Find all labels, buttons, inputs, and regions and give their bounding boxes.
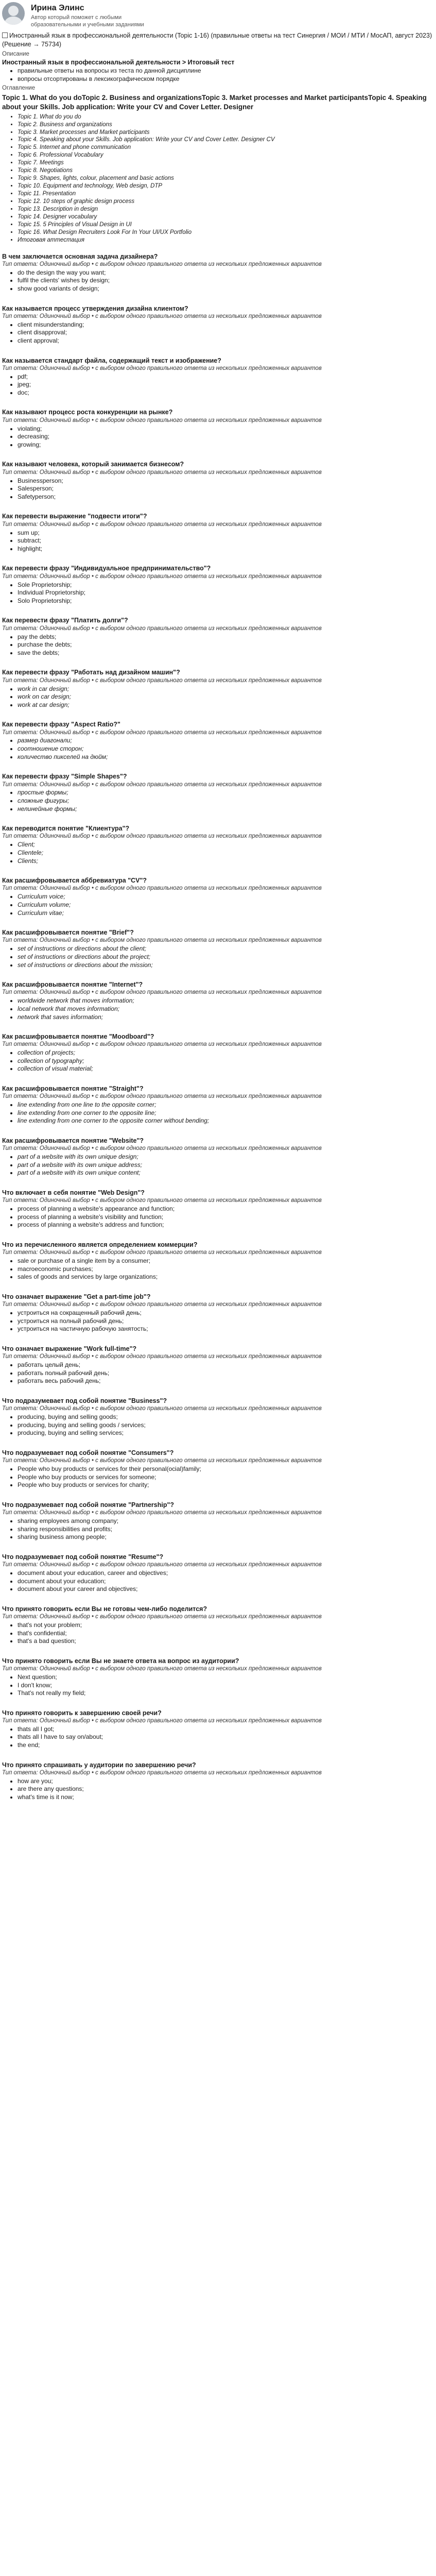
question-title: Как перевести фразу "Simple Shapes"? xyxy=(2,773,127,781)
answer-option: • what's time is it now; xyxy=(18,1793,434,1802)
answer-options xyxy=(2,997,434,1021)
question-type: Тип ответа: Одиночный выбор • с выбором одного правильного ответа из нескольких предложенных вариантов xyxy=(2,573,322,580)
question-block xyxy=(2,1032,434,1073)
answer-option: • producing, buying and selling goods / services; xyxy=(18,1421,434,1430)
answer-option: • purchase the debts; xyxy=(18,641,434,649)
document-title xyxy=(2,31,434,48)
question-title: Что подразумевает под собой понятие "Partnership"? xyxy=(2,1501,175,1509)
question-title: Как перевести фразу "Aspect Ratio?" xyxy=(2,721,120,728)
question-title: Что принято говорить если Вы не готовы чем-либо поделится? xyxy=(2,1605,207,1613)
question-block xyxy=(2,408,434,449)
question-block xyxy=(2,1397,434,1437)
answer-options xyxy=(2,1621,434,1646)
question-type: Тип ответа: Одиночный выбор • с выбором одного правильного ответа из нескольких предложенных вариантов xyxy=(2,833,322,840)
toc-item: • Topic 11. Presentation xyxy=(18,190,434,198)
answer-option: • process of planning a website's visibility and function; xyxy=(18,1213,434,1222)
answer-option: • Solo Proprietorship; xyxy=(18,597,434,605)
question-type: Тип ответа: Одиночный выбор • с выбором одного правильного ответа из нескольких предложенных вариантов xyxy=(2,1614,322,1620)
answer-option: • how are you; xyxy=(18,1777,434,1786)
question-type: Тип ответа: Одиночный выбор • с выбором одного правильного ответа из нескольких предложенных вариантов xyxy=(2,1769,322,1776)
question-type: Тип ответа: Одиночный выбор • с выбором одного правильного ответа из нескольких предложенных вариантов xyxy=(2,365,322,371)
answer-option: • sharing employees among company; xyxy=(18,1517,434,1526)
question-type: Тип ответа: Одиночный выбор • с выбором одного правильного ответа из нескольких предложенных вариантов xyxy=(2,1353,322,1360)
answer-options xyxy=(2,893,434,917)
toc-item: • Topic 9. Shapes, lights, colour, placement and basic actions xyxy=(18,175,434,182)
answer-options xyxy=(2,1153,434,1177)
author-description: Автор который поможет с любыми образовательными и учебными заданиями xyxy=(31,14,144,28)
answer-option: • process of planning a website's address and function; xyxy=(18,1221,434,1229)
question-block xyxy=(2,1605,434,1646)
answer-option: • Salesperson; xyxy=(18,485,434,493)
answer-option: • соотношение сторон; xyxy=(18,745,434,753)
question-block xyxy=(2,772,434,813)
answer-option: • network that saves information; xyxy=(18,1013,434,1022)
toc-list xyxy=(2,113,434,244)
answer-options xyxy=(2,477,434,501)
answer-option: • Curriculum vitae; xyxy=(18,909,434,918)
answer-option: • client approval; xyxy=(18,337,434,345)
question-title: Как переводится понятие "Клиентура"? xyxy=(2,825,130,833)
answer-option: • producing, buying and selling goods; xyxy=(18,1413,434,1421)
question-block xyxy=(2,824,434,865)
answer-option: • save the debts; xyxy=(18,649,434,657)
answer-options xyxy=(2,1777,434,1802)
question-type: Тип ответа: Одиночный выбор • с выбором одного правильного ответа из нескольких предложенных вариантов xyxy=(2,729,322,736)
answer-option: • sale or purchase of a single item by a consumer; xyxy=(18,1257,434,1265)
question-type: Тип ответа: Одиночный выбор • с выбором одного правильного ответа из нескольких предложенных вариантов xyxy=(2,313,322,319)
answer-option: • устроиться на частичную рабочую занятость; xyxy=(18,1325,434,1333)
answer-option: • worldwide network that moves information; xyxy=(18,997,434,1005)
answer-option: • violating; xyxy=(18,425,434,433)
question-block xyxy=(2,1449,434,1489)
answer-options xyxy=(2,1101,434,1125)
answer-options xyxy=(2,1257,434,1281)
question-type: Тип ответа: Одиночный выбор • с выбором одного правильного ответа из нескольких предложенных вариантов xyxy=(2,885,322,892)
question-block xyxy=(2,1189,434,1229)
question-block xyxy=(2,616,434,657)
description-item: • правильные ответы на вопросы из теста по данной дисциплине xyxy=(18,67,434,75)
toc-item: • Topic 8. Negotiations xyxy=(18,167,434,175)
answer-option: • document about your education; xyxy=(18,1578,434,1586)
answer-options xyxy=(2,789,434,813)
answer-option: • collection of projects; xyxy=(18,1049,434,1057)
author-name[interactable]: Ирина Элинс xyxy=(31,4,84,12)
question-block xyxy=(2,668,434,709)
question-block xyxy=(2,980,434,1021)
answer-options xyxy=(2,425,434,449)
question-type: Тип ответа: Одиночный выбор • с выбором одного правильного ответа из нескольких предложенных вариантов xyxy=(2,469,322,476)
question-title: Как расшифровывается понятие "Straight"? xyxy=(2,1085,144,1093)
answer-option: • set of instructions or directions about the project; xyxy=(18,953,434,961)
toc-item: • Topic 4. Speaking about your Skills. Job application: Write your CV and Cover Letter. Designer CV xyxy=(18,136,434,144)
toc-item: • Topic 13. Description in design xyxy=(18,206,434,213)
answer-option: • collection of typography; xyxy=(18,1057,434,1065)
document-title-text: Иностранный язык в профессиональной деятельности (Topic 1-16) (правильные ответы на тест Синергия / МОИ / МТИ / МосАП, август 2023) (Решение → 75734) xyxy=(2,32,432,48)
answer-option: • I don't know; xyxy=(18,1682,434,1690)
answer-option: • document about your career and objectives; xyxy=(18,1585,434,1594)
answer-options xyxy=(2,269,434,293)
answer-options xyxy=(2,1413,434,1437)
answer-option: • producing, buying and selling services; xyxy=(18,1429,434,1437)
question-title: Как расшифровывается понятие "Internet"? xyxy=(2,981,143,989)
answer-option: • Clientele; xyxy=(18,849,434,857)
question-type: Тип ответа: Одиночный выбор • с выбором одного правильного ответа из нескольких предложенных вариантов xyxy=(2,625,322,632)
answer-option: • do the design the way you want; xyxy=(18,269,434,277)
answer-option: • sales of goods and services by large organizations; xyxy=(18,1273,434,1281)
answer-option: • Curriculum voice; xyxy=(18,893,434,901)
answer-options xyxy=(2,1673,434,1698)
answer-option: • fulfil the clients' wishes by design; xyxy=(18,277,434,285)
answer-option: • work in car design; xyxy=(18,685,434,693)
question-block xyxy=(2,357,434,397)
question-title: Как перевести фразу "Индивидуальное предпринимательство"? xyxy=(2,565,211,572)
question-block xyxy=(2,876,434,917)
answer-option: • That's not really my field; xyxy=(18,1689,434,1698)
question-type: Тип ответа: Одиночный выбор • с выбором одного правильного ответа из нескольких предложенных вариантов xyxy=(2,989,322,996)
question-block xyxy=(2,1345,434,1385)
question-block xyxy=(2,1293,434,1333)
answer-option: • Safetyperson; xyxy=(18,493,434,501)
file-icon xyxy=(2,32,8,38)
answer-options xyxy=(2,945,434,969)
question-title: Что принято говорить если Вы не знаете ответа на вопрос из аудитории? xyxy=(2,1657,239,1665)
question-title: Что включает в себя понятие "Web Design"? xyxy=(2,1189,145,1197)
answer-option: • set of instructions or directions about the mission; xyxy=(18,961,434,970)
question-type: Тип ответа: Одиночный выбор • с выбором одного правильного ответа из нескольких предложенных вариантов xyxy=(2,1145,322,1152)
question-title: Как называется стандарт файла, содержащий текст и изображение? xyxy=(2,357,221,364)
answer-options xyxy=(2,1517,434,1541)
answer-option: • decreasing; xyxy=(18,433,434,441)
answer-option: • that's not your problem; xyxy=(18,1621,434,1630)
question-type: Тип ответа: Одиночный выбор • с выбором одного правильного ответа из нескольких предложенных вариантов xyxy=(2,1249,322,1256)
answer-option: • that's a bad question; xyxy=(18,1637,434,1646)
question-title: Что подразумевает под собой понятие "Resume"? xyxy=(2,1553,164,1561)
answer-option: • work on car design; xyxy=(18,693,434,701)
answer-option: • are there any questions; xyxy=(18,1785,434,1793)
answer-option: • Client; xyxy=(18,841,434,849)
answer-option: • People who buy products or services for someone; xyxy=(18,1473,434,1482)
answer-options xyxy=(2,1049,434,1073)
question-block xyxy=(2,720,434,761)
question-type: Тип ответа: Одиночный выбор • с выбором одного правильного ответа из нескольких предложенных вариантов xyxy=(2,1093,322,1100)
answer-option: • the end; xyxy=(18,1741,434,1750)
question-block xyxy=(2,1501,434,1541)
author-header xyxy=(2,2,434,28)
answer-option: • работать весь рабочий день; xyxy=(18,1377,434,1385)
question-block xyxy=(2,928,434,969)
question-type: Тип ответа: Одиночный выбор • с выбором одного правильного ответа из нескольких предложенных вариантов xyxy=(2,1562,322,1568)
answer-option: • subtract; xyxy=(18,537,434,545)
answer-options xyxy=(2,373,434,397)
question-block xyxy=(2,564,434,605)
answer-options xyxy=(2,1309,434,1333)
answer-option: • pay the debts; xyxy=(18,633,434,641)
answer-option: • that's confidential; xyxy=(18,1630,434,1638)
answer-option: • client misunderstanding; xyxy=(18,321,434,329)
question-block xyxy=(2,1084,434,1125)
answer-option: • thats all I got; xyxy=(18,1725,434,1734)
description-label: Описание xyxy=(2,50,29,57)
question-type: Тип ответа: Одиночный выбор • с выбором одного правильного ответа из нескольких предложенных вариантов xyxy=(2,937,322,944)
description-item: • вопросы отсортированы в лексикографическом порядке xyxy=(18,75,434,83)
question-type: Тип ответа: Одиночный выбор • с выбором одного правильного ответа из нескольких предложенных вариантов xyxy=(2,1510,322,1516)
answer-option: • highlight; xyxy=(18,545,434,553)
avatar[interactable] xyxy=(2,2,25,25)
question-title: Что принято говорить к завершению своей речи? xyxy=(2,1709,162,1717)
question-title: Как перевести фразу "Платить долги"? xyxy=(2,617,128,624)
answer-option: • сложные фигуры; xyxy=(18,797,434,805)
description-title: Иностранный язык в профессиональной деятельности > Итоговый тест xyxy=(2,58,235,66)
answer-option: • sum up; xyxy=(18,529,434,537)
toc-item: • Topic 7. Meetings xyxy=(18,159,434,167)
description-list xyxy=(2,67,434,83)
toc-label: Оглавление xyxy=(2,85,36,92)
question-type: Тип ответа: Одиночный выбор • с выбором одного правильного ответа из нескольких предложенных вариантов xyxy=(2,1197,322,1204)
question-type: Тип ответа: Одиночный выбор • с выбором одного правильного ответа из нескольких предложенных вариантов xyxy=(2,521,322,528)
answer-option: • sharing business among people; xyxy=(18,1533,434,1541)
question-title: Как расшифровывается понятие "Brief"? xyxy=(2,929,134,937)
answer-options xyxy=(2,321,434,345)
question-type: Тип ответа: Одиночный выбор • с выбором одного правильного ответа из нескольких предложенных вариантов xyxy=(2,417,322,423)
answer-option: • part of a website with its own unique design; xyxy=(18,1153,434,1161)
question-title: Что из перечисленного является определением коммерции? xyxy=(2,1241,198,1248)
question-type: Тип ответа: Одиночный выбор • с выбором одного правильного ответа из нескольких предложенных вариантов xyxy=(2,261,322,267)
toc-title: Topic 1. What do you doTopic 2. Business and organizationsTopic 3. Market processes and Market participantsTopic 4. Speaking about your Skills. Job application: Write your CV and Cover Letter. Designer xyxy=(2,94,427,111)
question-title: Как называется процесс утверждения дизайна клиентом? xyxy=(2,304,188,312)
answer-options xyxy=(2,685,434,709)
answer-option: • collection of visual material; xyxy=(18,1065,434,1073)
question-title: Что подразумевает под собой понятие "Consumers"? xyxy=(2,1449,174,1456)
answer-option: • jpeg; xyxy=(18,381,434,389)
question-title: Как расшифровывается понятие "Website"? xyxy=(2,1137,144,1145)
question-type: Тип ответа: Одиночный выбор • с выбором одного правильного ответа из нескольких предложенных вариантов xyxy=(2,781,322,788)
answer-option: • работать целый день; xyxy=(18,1361,434,1369)
answer-option: • количество пикселей на дюйм; xyxy=(18,753,434,761)
answer-option: • growing; xyxy=(18,441,434,449)
question-block xyxy=(2,512,434,553)
answer-option: • part of a website with its own unique address; xyxy=(18,1161,434,1170)
question-title: Как расшифровывается аббревиатура "CV"? xyxy=(2,877,147,885)
question-title: Как перевести фразу "Работать над дизайном машин"? xyxy=(2,669,180,676)
answer-option: • нелинейные формы; xyxy=(18,805,434,814)
answer-options xyxy=(2,737,434,761)
answer-option: • People who buy products or services for charity; xyxy=(18,1481,434,1489)
answer-option: • работать полный рабочий день; xyxy=(18,1369,434,1378)
question-type: Тип ответа: Одиночный выбор • с выбором одного правильного ответа из нескольких предложенных вариантов xyxy=(2,1665,322,1672)
question-type: Тип ответа: Одиночный выбор • с выбором одного правильного ответа из нескольких предложенных вариантов xyxy=(2,1301,322,1308)
toc-item: • Topic 3. Market processes and Market participants xyxy=(18,129,434,137)
answer-option: • local network that moves information; xyxy=(18,1005,434,1013)
answer-option: • client disapproval; xyxy=(18,329,434,337)
toc-item: • Topic 15. 5 Principles of Visual Design in UI xyxy=(18,221,434,229)
question-title: Что принято спрашивать у аудитории по завершению речи? xyxy=(2,1761,196,1769)
answer-option: • line extending from one corner to the opposite line; xyxy=(18,1109,434,1117)
question-type: Тип ответа: Одиночный выбор • с выбором одного правильного ответа из нескольких предложенных вариантов xyxy=(2,1041,322,1048)
answer-option: • thats all I have to say on/about; xyxy=(18,1733,434,1741)
question-block xyxy=(2,1137,434,1177)
question-title: Что подразумевает под собой понятие "Business"? xyxy=(2,1397,167,1404)
toc-item: • Topic 6. Professional Vocabulary xyxy=(18,151,434,159)
answer-option: • line extending from one line to the opposite corner; xyxy=(18,1101,434,1109)
answer-option: • process of planning a website's appearance and function; xyxy=(18,1205,434,1213)
toc-item: • Topic 16. What Design Recruiters Look For In Your UI/UX Portfolio xyxy=(18,229,434,236)
question-title: В чем заключается основная задача дизайнера? xyxy=(2,252,158,260)
question-title: Как расшифровывается понятие "Moodboard"? xyxy=(2,1033,154,1041)
author-info xyxy=(31,2,149,28)
answer-options xyxy=(2,1361,434,1385)
question-type: Тип ответа: Одиночный выбор • с выбором одного правильного ответа из нескольких предложенных вариантов xyxy=(2,1717,322,1724)
answer-option: • show good variants of design; xyxy=(18,285,434,293)
answer-option: • set of instructions or directions about the client; xyxy=(18,945,434,953)
answer-option: • Next question; xyxy=(18,1673,434,1682)
answer-option: • macroeconomic purchases; xyxy=(18,1265,434,1274)
toc-item: • Topic 2. Business and organizations xyxy=(18,121,434,129)
toc-item: • Topic 1. What do you do xyxy=(18,113,434,121)
answer-option: • part of a website with its own unique content; xyxy=(18,1169,434,1177)
answer-option: • line extending from one corner to the opposite corner without bending; xyxy=(18,1117,434,1125)
question-block xyxy=(2,1553,434,1594)
answer-options xyxy=(2,633,434,657)
toc-item: • Topic 10. Equipment and technology, Web design, DTP xyxy=(18,182,434,190)
questions-list xyxy=(2,252,434,1802)
question-block xyxy=(2,1241,434,1281)
question-block xyxy=(2,1657,434,1698)
answer-option: • work at car design; xyxy=(18,701,434,709)
answer-option: • Individual Proprietorship; xyxy=(18,589,434,597)
answer-option: • Businessperson; xyxy=(18,477,434,485)
answer-options xyxy=(2,1465,434,1489)
question-block xyxy=(2,252,434,293)
answer-option: • Curriculum volume; xyxy=(18,901,434,909)
answer-option: • размер диагонали; xyxy=(18,737,434,745)
answer-option: • устроиться на полный рабочий день; xyxy=(18,1317,434,1326)
answer-option: • People who buy products or services for their personal(ocial)family; xyxy=(18,1465,434,1473)
answer-options xyxy=(2,1725,434,1750)
toc-item: • Topic 12. 10 steps of graphic design process xyxy=(18,198,434,206)
question-type: Тип ответа: Одиночный выбор • с выбором одного правильного ответа из нескольких предложенных вариантов xyxy=(2,1405,322,1412)
question-title: Как называют процесс роста конкуренции на рынке? xyxy=(2,409,173,416)
answer-option: • устроиться на сокращенный рабочий день; xyxy=(18,1309,434,1317)
answer-option: • Sole Proprietorship; xyxy=(18,581,434,589)
question-block xyxy=(2,1709,434,1750)
answer-option: • sharing responsibilities and profits; xyxy=(18,1526,434,1534)
question-title: Как называют человека, который занимается бизнесом? xyxy=(2,461,184,468)
answer-options xyxy=(2,529,434,553)
question-block xyxy=(2,460,434,501)
answer-option: • doc; xyxy=(18,389,434,397)
question-title: Что означает выражение "Get a part-time job"? xyxy=(2,1293,151,1300)
answer-options xyxy=(2,1569,434,1594)
answer-options xyxy=(2,841,434,865)
question-type: Тип ответа: Одиночный выбор • с выбором одного правильного ответа из нескольких предложенных вариантов xyxy=(2,677,322,684)
answer-option: • pdf; xyxy=(18,373,434,381)
answer-options xyxy=(2,581,434,605)
toc-item: • Topic 5. Internet and phone communication xyxy=(18,144,434,151)
answer-options xyxy=(2,1205,434,1229)
toc-item: • Итоговая аттестация xyxy=(18,236,434,244)
question-type: Тип ответа: Одиночный выбор • с выбором одного правильного ответа из нескольких предложенных вариантов xyxy=(2,1458,322,1464)
answer-option: • простые формы; xyxy=(18,789,434,797)
question-block xyxy=(2,304,434,345)
question-title: Что означает выражение "Work full-time"? xyxy=(2,1345,137,1352)
answer-option: • document about your education, career and objectives; xyxy=(18,1569,434,1578)
toc-item: • Topic 14. Designer vocabulary xyxy=(18,213,434,221)
answer-option: • Clients; xyxy=(18,857,434,866)
question-title: Как перевести выражение "подвести итоги"? xyxy=(2,513,147,520)
question-block xyxy=(2,1761,434,1802)
